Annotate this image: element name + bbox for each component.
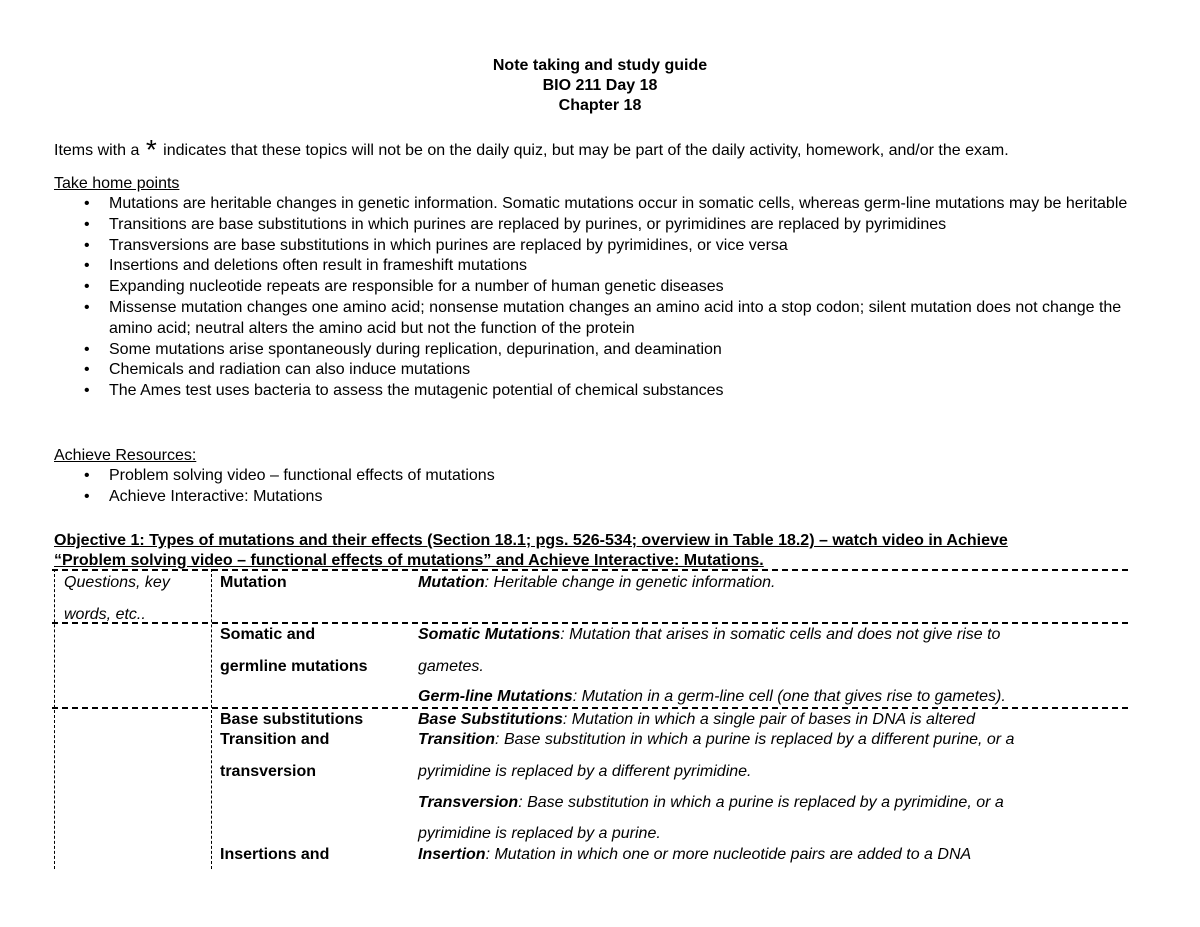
list-item: • Mutations are heritable changes in genetic information. Somatic mutations occur in somatic cells, whereas germ-line mutations may be heritable xyxy=(54,194,1139,215)
header-chapter: Chapter 18 xyxy=(558,97,642,114)
table-rule xyxy=(52,569,1128,571)
list-item: • Problem solving video – functional effects of mutations xyxy=(54,466,1139,487)
table-column-rule xyxy=(54,569,55,869)
objective-line-1: Objective 1: Types of mutations and their effects (Section 18.1; pgs. 526-534; overview in Table 18.2) – watch video in Achieve xyxy=(54,532,1008,549)
definition-mutation: Mutation: Heritable change in genetic information. xyxy=(418,574,776,591)
intro-text-end: indicates that these topics will not be on the daily quiz, but may be part of the daily activity, homework, and/or the exam. xyxy=(158,142,1009,159)
list-item: • Expanding nucleotide repeats are responsible for a number of human genetic diseases xyxy=(54,277,1139,298)
list-item: • The Ames test uses bacteria to assess the mutagenic potential of chemical substances xyxy=(54,381,1139,402)
achieve-list xyxy=(54,466,1139,508)
table-rule xyxy=(52,707,1128,709)
intro-text-start: Items with a xyxy=(54,142,144,159)
achieve-title: Achieve Resources: xyxy=(54,447,197,464)
table-column-rule xyxy=(211,569,212,869)
list-item: • Insertions and deletions often result in frameshift mutations xyxy=(54,256,1139,277)
list-item: • Transitions are base substitutions in which purines are replaced by purines, or pyrimidines are replaced by pyrimidines xyxy=(54,215,1139,236)
intro-note xyxy=(54,134,1154,165)
header-course: BIO 211 Day 18 xyxy=(542,77,658,94)
objective-heading xyxy=(54,531,1154,571)
list-item: • Missense mutation changes one amino acid; nonsense mutation changes an amino acid into a stop codon; silent mutation does not change the amino acid; neutral alters the amino acid but not the function of the protein xyxy=(54,298,1139,340)
objective-line-2: “Problem solving video – functional effects of mutations” and Achieve Interactive: Mutations. xyxy=(54,552,764,569)
table-rule xyxy=(52,622,1128,624)
star-marker: * xyxy=(145,134,157,165)
list-item: • Transversions are base substitutions in which purines are replaced by pyrimidines, or vice versa xyxy=(54,236,1139,257)
take-home-list xyxy=(54,194,1139,402)
header-title: Note taking and study guide xyxy=(492,57,708,74)
take-home-title: Take home points xyxy=(54,175,180,192)
document-page: Note taking and study guide BIO 211 Day 18 Chapter 18 Items with a * indicates that these topics will not be on the daily quiz, but may be part of the daily activity, homework, and/or the exam. Take home points • Mutations are heritable changes in genetic information. Somatic mutations occur in somatic cells, whereas germ-line mutations may be heritable • Transitions are base substitutions in which purines are replaced by purines, or pyrimidines are replaced by pyrimidines • Transversions are base substitutions in which purines are replaced by pyrimidines, or vice versa • Insertions and deletions often result in frameshift mutations • Expanding nucleotide repeats are responsible for a number of human genetic diseases • Missense mutation changes one amino acid; nonsense mutation changes an amino acid into a stop codon; silent mutation does not change the amino acid; neutral alters the amino acid but not the function of the protein • Some mutations arise spontaneously during replication, depurination, and deamination • Chemicals and radiation can also induce mutations • The Ames test uses bacteria to assess the mutagenic potential of chemical substances Achieve Resources: • Problem solving video – functional effects of mutations • Achieve Interactive: Mutations Objective 1: Types of mutations and their effects (Section 18.1; pgs. 526-534; overview in Table 18.2) – watch video in Achieve “Problem solving video – functional effects of mutations” and Achieve Interactive: Mutations. Questions, key words, etc.. Mutation Mutation: Heritable change in genetic information. Somatic and germline mutations Somatic Mutations: Mutation that arises in somatic cells and does not give rise to gametes. Germ-line Mutations: Mutation in a germ-line cell (one that gives rise to gametes). Base substitutions Transition and transversion Insertions and Base Substitutions: Mutation in which a single pair of bases in DNA is altered Transition: Base substitution in which a purine is replaced by a different purine, or a pyrimidine is replaced by a different pyrimidine. Transversion: Base substitution in which a purine is replaced by a pyrimidine, or a pyrimidine is replaced by a purine. Insertion: Mutation in which one or more nucleotide pairs are added to a DNA xyxy=(0,0,1200,927)
list-item: • Some mutations arise spontaneously during replication, depurination, and deamination xyxy=(54,340,1139,361)
list-item: • Chemicals and radiation can also induce mutations xyxy=(54,360,1139,381)
document-header xyxy=(0,56,1200,116)
topic-mutation: Mutation xyxy=(220,574,287,591)
list-item: • Achieve Interactive: Mutations xyxy=(54,487,1139,508)
